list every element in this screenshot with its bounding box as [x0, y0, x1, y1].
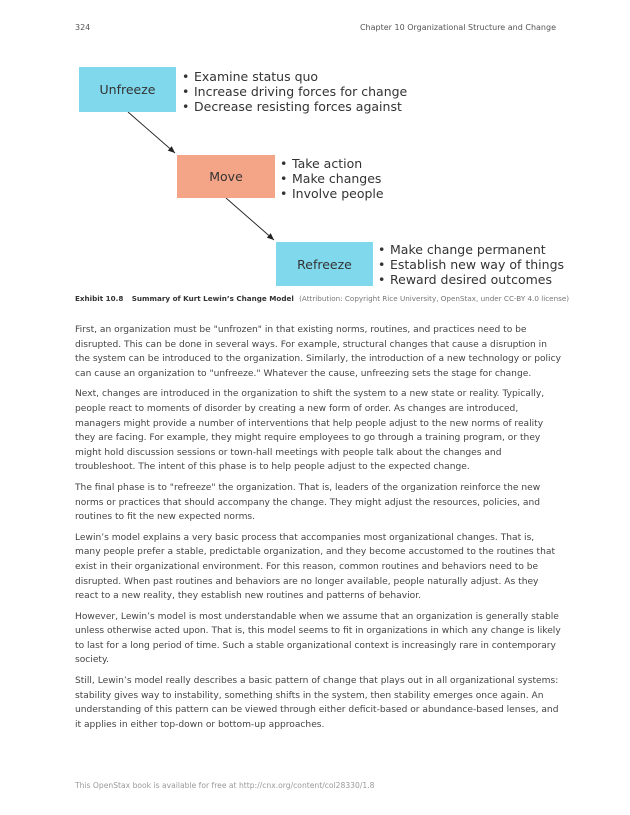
paragraph: The final phase is to "refreeze" the organization. That is, leaders of the organization reinforce the new norms or practices that should accompany the change. They might adjust the resources, policies, and routines to fit the new expected norms.: [75, 482, 541, 523]
footer-text: This OpenStax book is available for free at http://cnx.org/content/col28330/1.8: [75, 781, 375, 790]
caption-attribution: (Attribution: Copyright Rice University, OpenStax, under CC-BY 4.0 license): [299, 294, 570, 303]
caption-title: Summary of Kurt Lewin’s Change Model: [131, 294, 294, 303]
unfreeze-bullets: [182, 69, 407, 114]
chapter-header: Chapter 10 Organizational Structure and Change: [359, 23, 556, 32]
body-text: [75, 323, 561, 738]
unfreeze-box: Unfreeze: [79, 67, 176, 112]
bullet-item: • Decrease resisting forces against: [182, 99, 402, 114]
exhibit-caption: [75, 294, 569, 303]
paragraph: Next, changes are introduced in the organization to shift the system to a new state or reality. Typically, people react to moments of disorder by creating a new form of order. As changes are introduced, managers might provide a number of interventions that help people adjust to the new norms of reality they are facing. For example, they might require employees to go through a training program, or they might hold discussion sessions or town-hall meetings with people talk about the changes and troubleshoot. The intent of this phase is to help people adjust to the expected change.: [75, 389, 545, 473]
arrow-move-to-refreeze: [226, 198, 274, 240]
paragraph: First, an organization must be "unfrozen" in that existing norms, routines, and practices need to be disrupted. This can be done in several ways. For example, structural changes that cause a disruption in the system can be introduced to the organization. Similarly, the introduction of a new technology or policy can cause an organization to "unfreeze." Whatever the cause, unfreezing sets the stage for change.: [75, 325, 561, 379]
move-box: Move: [177, 155, 275, 198]
paragraph: Still, Lewin’s model really describes a basic pattern of change that plays out in all organizational systems: stability gives way to instability, something shifts in the system, then stability emerges once again. An understanding of this pattern can be viewed through either deficit-based or abundance-based lenses, and it applies in either top-down or bottom-up approaches.: [75, 676, 559, 730]
refreeze-box: Refreeze: [276, 242, 373, 286]
bullet-item: • Increase driving forces for change: [182, 84, 408, 99]
move-bullets: [280, 156, 384, 201]
bullet-item: • Take action: [280, 156, 363, 171]
bullet-item: • Make change permanent: [378, 242, 546, 257]
refreeze-bullets: [378, 242, 564, 287]
bullet-item: • Involve people: [280, 186, 384, 201]
bullet-item: • Examine status quo: [182, 69, 319, 84]
page-number: 324: [75, 23, 91, 32]
bullet-item: • Reward desired outcomes: [378, 272, 552, 287]
bullet-item: • Establish new way of things: [378, 257, 565, 272]
caption-number: Exhibit 10.8: [75, 294, 124, 303]
bullet-item: • Make changes: [280, 171, 382, 186]
arrow-unfreeze-to-move: [128, 112, 175, 153]
paragraph: Lewin’s model explains a very basic process that accompanies most organizational changes. That is, many people prefer a stable, predictable organization, and they become accustomed to the routines that exist in their organizational environment. For this reason, common routines and behaviors need to be disrupted. When past routines and behaviors are no longer available, people naturally adjust. As they react to a new reality, they establish new routines and patterns of behavior.: [75, 532, 556, 602]
paragraph: However, Lewin’s model is most understandable when we assume that an organization is generally stable unless otherwise acted upon. That is, this model seems to fit in organizations in which any change is likely to last for a long period of time. Such a stable organizational context is increasingly rare in contemporary society.: [75, 611, 561, 666]
